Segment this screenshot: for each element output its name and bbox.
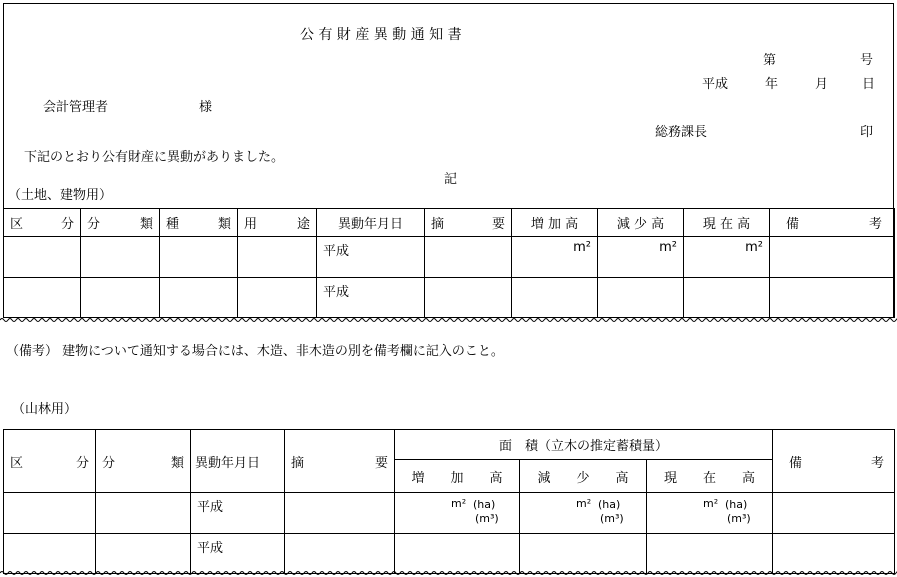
forest-row-decrease (520, 493, 647, 534)
ki-mark: 記 (444, 172, 458, 187)
land-row-decrease-unit: m² (598, 237, 684, 278)
cut-line (0, 316, 897, 324)
forest-header-increase: 増 加 高 (395, 460, 520, 493)
unit-ha: (ha) (473, 498, 496, 511)
forest-label: （山林用） (12, 402, 78, 417)
intro-text: 下記のとおり公有財産に異動がありました。 (24, 150, 285, 165)
forest-header-row-1 (4, 430, 895, 460)
land-row-current-unit: m² (684, 237, 770, 278)
note-text: （備考） 建物について通知する場合には、木造、非木造の別を備考欄に記入のこと。 (6, 344, 504, 359)
header-current: 現 在 高 (684, 209, 770, 237)
header-bunrui: 分 類 (81, 209, 160, 237)
forest-header-decrease: 減 少 高 (520, 460, 647, 493)
sender: 総務課長 (655, 125, 708, 140)
forest-header-date: 異動年月日 (191, 430, 285, 493)
cut-line (0, 569, 897, 577)
header-decrease: 減 少 高 (598, 209, 684, 237)
header-tekiyo: 摘 要 (425, 209, 512, 237)
header-date: 異動年月日 (317, 209, 425, 237)
forest-header-current: 現 在 高 (647, 460, 773, 493)
forest-header-bunrui: 分 類 (96, 430, 191, 493)
date-month: 月 (815, 77, 829, 92)
date-year: 年 (765, 77, 779, 92)
land-table (3, 208, 895, 318)
seal: 印 (860, 125, 874, 140)
header-yoto: 用 途 (238, 209, 317, 237)
header-shurui: 種 類 (160, 209, 238, 237)
forest-row-increase (395, 493, 520, 534)
date-era: 平成 (702, 77, 729, 92)
land-row-date: 平成 (317, 237, 425, 278)
forest-header-tekiyo: 摘 要 (285, 430, 395, 493)
forest-row-date: 平成 (191, 534, 285, 574)
forest-header-kubun: 区 分 (4, 430, 96, 493)
header-biko: 備 考 (770, 209, 895, 237)
addressee: 会計管理者 (43, 100, 109, 115)
unit-ha: (ha) (598, 498, 621, 511)
forest-header-biko: 備 考 (773, 430, 895, 493)
header-increase: 増 加 高 (512, 209, 598, 237)
forest-table (3, 429, 895, 574)
forest-row-current (647, 493, 773, 534)
unit-m2: m² (451, 497, 467, 510)
forest-row-date: 平成 (191, 493, 285, 534)
unit-m3: (m³) (600, 512, 624, 525)
forest-row (4, 493, 895, 534)
unit-m3: (m³) (727, 512, 751, 525)
number-go: 号 (860, 53, 874, 68)
forest-row (4, 534, 895, 574)
unit-m3: (m³) (475, 512, 499, 525)
land-row (4, 237, 895, 278)
land-row-date: 平成 (317, 278, 425, 318)
document-title: 公 有 財 産 異 動 通 知 書 (300, 27, 462, 43)
unit-m2: m² (576, 497, 592, 510)
number-dai: 第 (763, 53, 777, 68)
unit-ha: (ha) (725, 498, 748, 511)
land-label: （土地、建物用） (8, 188, 113, 203)
unit-m2: m² (703, 497, 719, 510)
land-row (4, 278, 895, 318)
header-kubun: 区 分 (4, 209, 81, 237)
land-row-increase-unit: m² (512, 237, 598, 278)
land-header-row (4, 209, 895, 237)
forest-header-area: 面 積（立木の推定蓄積量） (395, 430, 773, 460)
date-day: 日 (862, 77, 876, 92)
honorific: 様 (199, 100, 213, 115)
